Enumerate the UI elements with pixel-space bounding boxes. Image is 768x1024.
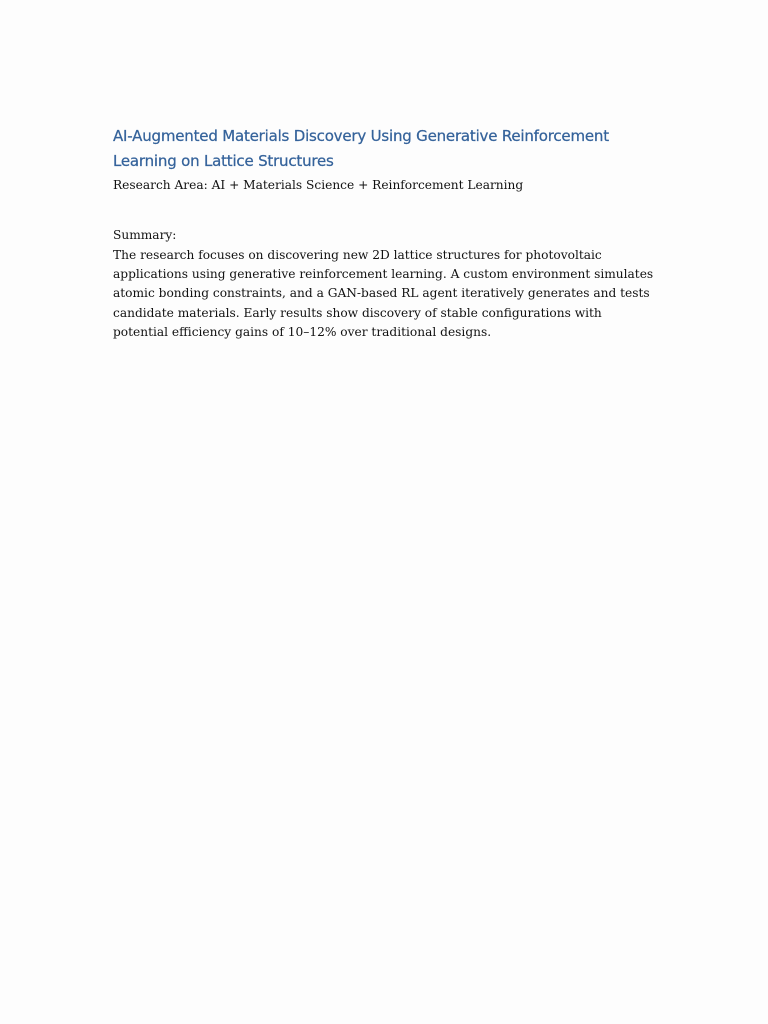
summary-paragraph: The research focuses on discovering new 2D lattice structures for photovoltaic applications using generative reinforcement learning. A custom environment simulates atomic bonding constraints, and a GAN-based RL agent iteratively generates and tests candidate materials. Early results show discovery of stable configurations with potential efficiency gains of 10–12% over traditional designs.	[113, 248, 654, 339]
document-content	[113, 124, 658, 342]
summary-heading: Summary:	[113, 228, 177, 242]
document-title: AI-Augmented Materials Discovery Using Generative Reinforcement Learning on Lattice Structures	[113, 127, 609, 170]
research-area-line: Research Area: AI + Materials Science + Reinforcement Learning	[113, 178, 524, 192]
